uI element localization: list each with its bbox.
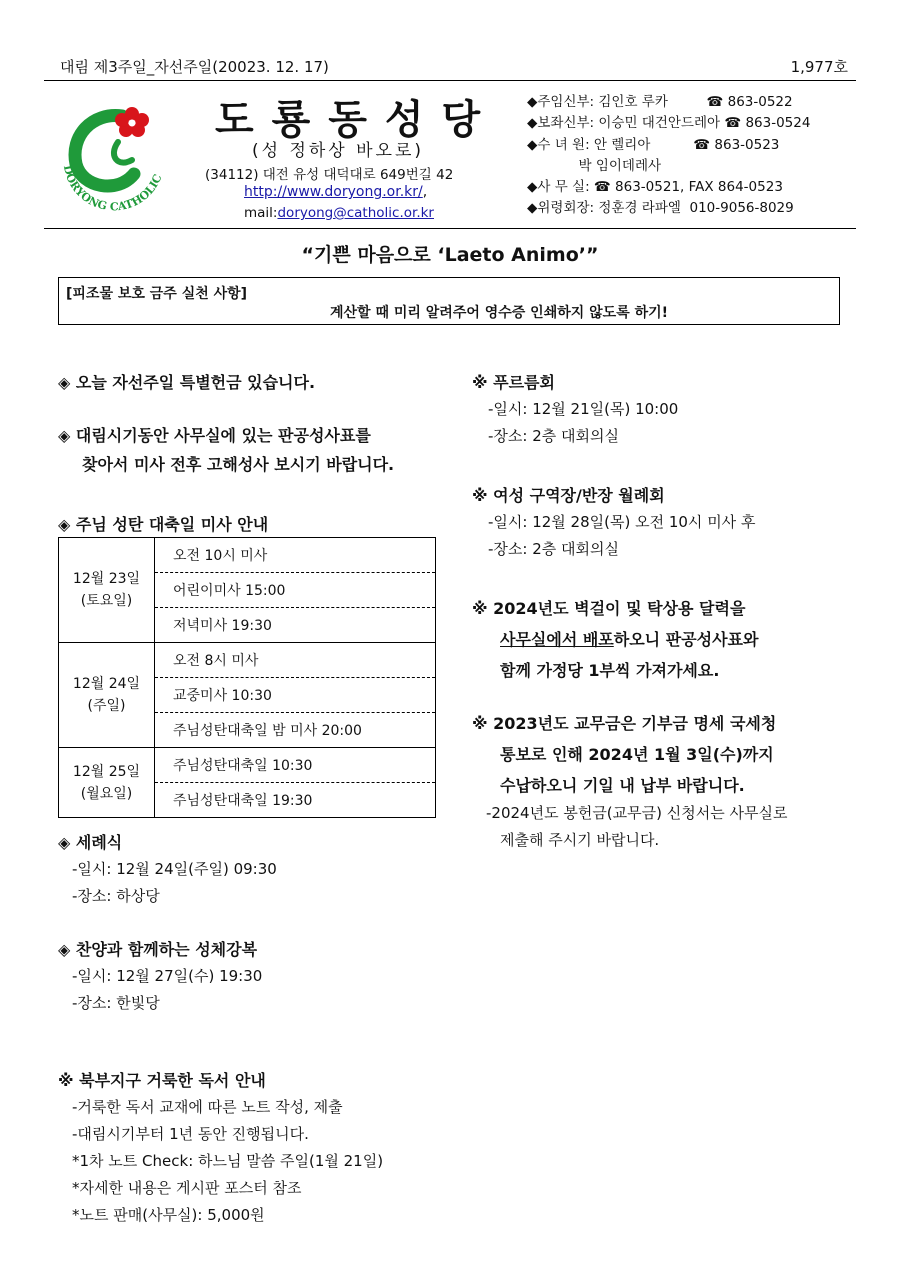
mass-day: 12월 25일: [72, 763, 141, 780]
notice-heading: [피조물 보호 금주 실천 사항]: [66, 286, 248, 302]
church-name: 도룡동성당: [215, 97, 499, 143]
website-link[interactable]: http://www.doryong.or.kr/: [244, 184, 423, 200]
due-note-line1: -2024년도 봉헌금(교무금) 신청서는 사무실로: [486, 804, 788, 822]
mail-link[interactable]: doryong@catholic.or.kr: [277, 205, 434, 221]
purum-date: -일시: 12월 21일(목) 10:00: [488, 400, 679, 418]
contact-row: ◆수 녀 원: 안 렐리아 ☎ 863-0523: [527, 136, 780, 153]
baptism-date: -일시: 12월 24일(주일) 09:30: [72, 860, 277, 878]
website-suffix: ,: [422, 184, 428, 200]
address: (34112) 대전 유성 대덕대로 649번길 42: [205, 167, 454, 183]
purum-place: -장소: 2층 대회의실: [488, 427, 619, 445]
due-notice-line1: ※ 2023년도 교무금은 기부금 명세 국세청: [472, 714, 777, 733]
header-rule-bottom: [44, 228, 856, 229]
reading-line: -거룩한 독서 교재에 따른 노트 작성, 제출: [72, 1098, 343, 1116]
contact-row: ◆주임신부: 김인호 루카 ☎ 863-0522: [527, 94, 793, 110]
contact-list: [527, 92, 810, 220]
calendar-rest: 하오니 판공성사표와: [613, 630, 759, 649]
mass-day-cell: [59, 748, 155, 818]
reading-line: *자세한 내용은 게시판 포스터 참조: [72, 1179, 302, 1197]
issue-number: 1,977호: [790, 58, 848, 76]
due-notice-line2: 통보로 인해 2024년 1월 3일(수)까지: [500, 745, 774, 764]
mass-item: 오전 10시 미사: [155, 538, 436, 573]
praise-title: ◈ 찬양과 함께하는 성체강복: [58, 940, 258, 959]
praise-date: -일시: 12월 27일(수) 19:30: [72, 967, 263, 985]
calendar-notice-line3: 함께 가정당 1부씩 가져가세요.: [500, 661, 720, 680]
women-meeting-title: ※ 여성 구역장/반장 월례회: [472, 486, 665, 505]
mass-weekday: (주일): [87, 698, 126, 714]
website-line: [244, 184, 427, 200]
christmas-mass-table: [58, 537, 436, 818]
due-note-line2: 제출해 주시기 바랍니다.: [500, 831, 660, 849]
mass-day: 12월 23일: [72, 571, 141, 587]
praise-place: -장소: 한빛당: [72, 994, 160, 1012]
calendar-notice-line1: ※ 2024년도 벽걸이 및 탁상용 달력을: [472, 599, 746, 618]
confession-notice-line2: 찾아서 미사 전후 고해성사 보시기 바랍니다.: [82, 455, 395, 474]
mass-day-cell: [59, 538, 155, 643]
notice-text: 계산할 때 미리 알려주어 영수증 인쇄하지 않도록 하기!: [330, 305, 669, 321]
patron: (성 정하상 바오로): [252, 141, 425, 161]
reading-title: ※ 북부지구 거룩한 독서 안내: [58, 1071, 266, 1090]
special-collection-notice: ◈ 오늘 자선주일 특별헌금 있습니다.: [58, 373, 316, 392]
mass-item: 주님성탄대축일 밤 미사 20:00: [155, 713, 436, 748]
contact-row: ◆사 무 실: ☎ 863-0521, FAX 864-0523: [527, 179, 783, 196]
confession-notice-line1: ◈ 대림시기동안 사무실에 있는 판공성사표를: [58, 426, 371, 445]
mail-label: mail:: [244, 205, 278, 221]
motto: “기쁜 마음으로 ‘Laeto Animo’”: [301, 244, 599, 266]
reading-line: *노트 판매(사무실): 5,000원: [72, 1206, 265, 1224]
calendar-underlined: 사무실에서 배포: [500, 630, 614, 649]
mass-item: 교중미사 10:30: [155, 678, 436, 713]
mass-weekday: (월요일): [80, 785, 133, 802]
mail-line: [244, 205, 434, 221]
reading-line: -대림시기부터 1년 동안 진행됩니다.: [72, 1125, 309, 1143]
reading-line: *1차 노트 Check: 하느님 말씀 주일(1월 21일): [72, 1152, 384, 1170]
contact-row: 박 임이데레사: [527, 157, 662, 174]
due-notice-line3: 수납하오니 기일 내 납부 바랍니다.: [500, 776, 745, 795]
mass-item: 주님성탄대축일 19:30: [155, 783, 436, 818]
baptism-place: -장소: 하상당: [72, 887, 160, 905]
calendar-notice-line2: [500, 627, 758, 650]
issue-date: 대림 제3주일_자선주일(20023. 12. 17): [60, 58, 329, 76]
header-rule-top: [44, 80, 856, 81]
mass-item: 저녁미사 19:30: [155, 608, 436, 643]
contact-row: ◆위령회장: 정훈경 라파엘 010-9056-8029: [527, 200, 794, 217]
mass-item: 오전 8시 미사: [155, 643, 436, 678]
mass-day: 12월 24일: [72, 676, 141, 692]
contact-row: ◆보좌신부: 이승민 대건안드레아 ☎ 863-0524: [527, 115, 811, 132]
mass-item: 어린이미사 15:00: [155, 573, 436, 608]
christmas-mass-title: ◈ 주님 성탄 대축일 미사 안내: [58, 515, 269, 534]
mass-day-cell: [59, 643, 155, 748]
women-meeting-date: -일시: 12월 28일(목) 오전 10시 미사 후: [488, 513, 756, 531]
mass-item: 주님성탄대축일 10:30: [155, 748, 436, 783]
church-logo: [52, 94, 172, 214]
women-meeting-place: -장소: 2층 대회의실: [488, 540, 619, 558]
purum-title: ※ 푸르름회: [472, 373, 555, 392]
baptism-title: ◈ 세례식: [58, 833, 123, 852]
logo-text: DORYONG CATHOLIC: [60, 163, 165, 214]
mass-weekday: (토요일): [80, 593, 133, 609]
